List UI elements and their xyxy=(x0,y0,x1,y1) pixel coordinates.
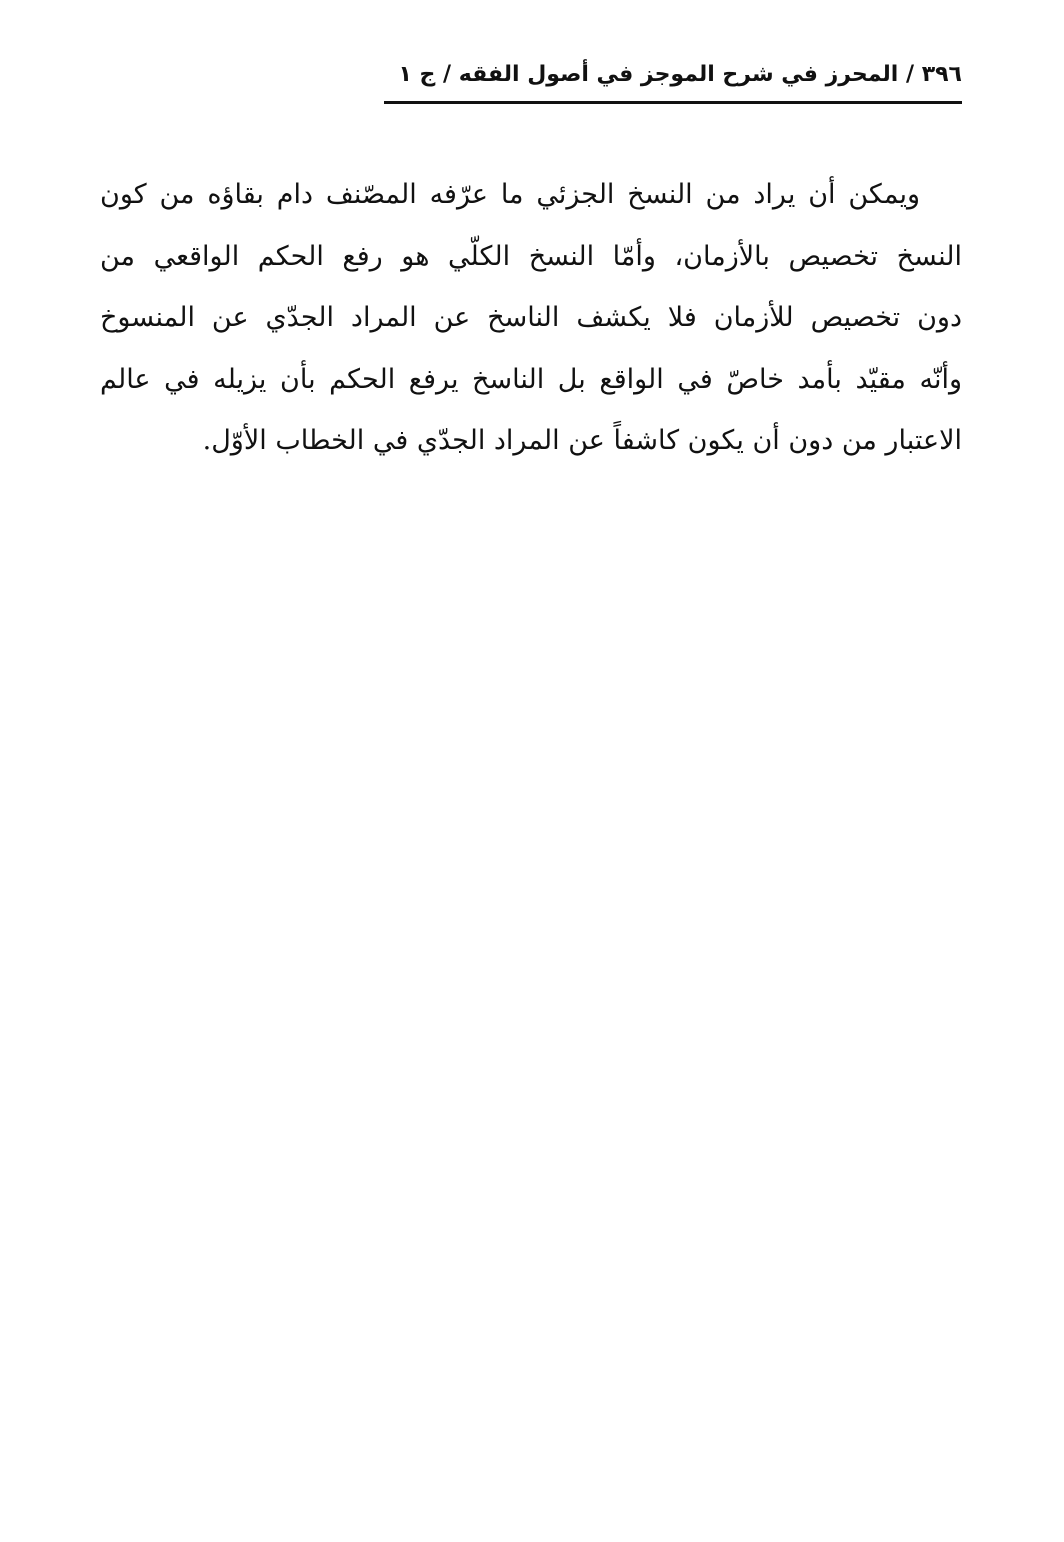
header-rule xyxy=(384,101,962,104)
paragraph-line: ويمكن أن يراد من النسخ الجزئي ما عرّفه المصّنف دام بقاؤه من كون xyxy=(100,179,920,210)
paragraph-line: دون تخصيص للأزمان فلا يكشف الناسخ عن المراد الجدّي عن المنسوخ xyxy=(100,302,962,333)
paragraph-line: النسخ تخصيص بالأزمان، وأمّا النسخ الكلّي هو رفع الحكم الواقعي من xyxy=(100,240,962,272)
running-header: ٣٩٦ / المحرز في شرح الموجز في أصول الفقه / ج ١ xyxy=(398,62,962,87)
paragraph-line: الاعتبار من دون أن يكون كاشفاً عن المراد الجدّي في الخطاب الأوّل. xyxy=(202,425,962,456)
body-paragraph xyxy=(100,164,962,472)
paragraph-line: وأنّه مقيّد بأمد خاصّ في الواقع بل الناسخ يرفع الحكم بأن يزيله في عالم xyxy=(100,363,962,395)
